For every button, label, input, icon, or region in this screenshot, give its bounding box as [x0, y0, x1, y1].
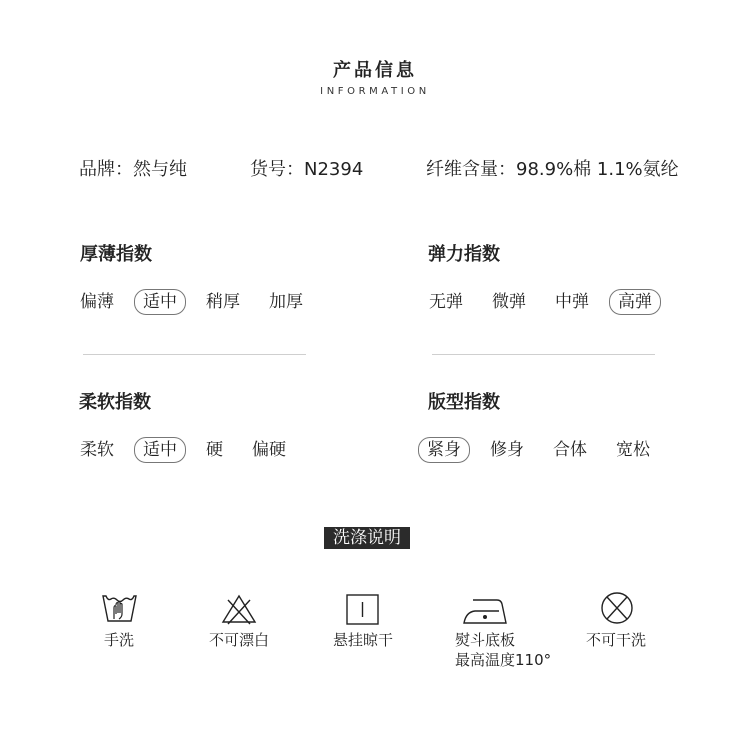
brand-info: 品牌：然与纯 — [79, 159, 187, 180]
fit-option: 合体 — [553, 440, 587, 460]
iron-label: 熨斗底板 — [455, 631, 516, 649]
softness-option: 柔软 — [80, 440, 114, 460]
softness-option: 适中 — [134, 437, 186, 463]
thickness-index-label: 厚薄指数 — [80, 244, 152, 265]
fit-option: 宽松 — [616, 440, 650, 460]
fiber-content-info: 纤维含量：98.9%棉 1.1%氨纶 — [426, 159, 679, 180]
elasticity-option: 高弹 — [609, 289, 661, 315]
fit-index-label: 版型指数 — [428, 392, 500, 413]
no-dry-clean-label: 不可干洗 — [586, 631, 647, 649]
fit-options — [426, 437, 670, 463]
hand-wash-icon — [100, 592, 138, 628]
iron-icon — [463, 594, 507, 630]
no-dry-clean-icon — [598, 592, 636, 628]
item-number-info: 货号：N2394 — [250, 159, 364, 180]
divider-left — [83, 354, 306, 355]
fit-option: 修身 — [490, 440, 524, 460]
divider-right — [432, 354, 655, 355]
fit-option: 紧身 — [418, 437, 470, 463]
thickness-options — [79, 289, 323, 315]
hang-dry-label: 悬挂晾干 — [333, 631, 394, 649]
wash-instructions-title: 洗涤说明 — [324, 527, 410, 549]
softness-option: 硬 — [206, 440, 223, 460]
softness-option: 偏硬 — [252, 440, 286, 460]
softness-options — [79, 437, 306, 463]
page-title: 产品信息 — [333, 60, 417, 81]
elasticity-index-label: 弹力指数 — [428, 244, 500, 265]
thickness-option: 适中 — [134, 289, 186, 315]
elasticity-options — [428, 289, 672, 315]
thickness-option: 偏薄 — [80, 292, 114, 312]
hand-wash-label: 手洗 — [104, 631, 135, 649]
elasticity-option: 中弹 — [555, 292, 589, 312]
hang-dry-icon — [344, 593, 382, 629]
thickness-option: 稍厚 — [206, 292, 240, 312]
elasticity-option: 微弹 — [492, 292, 526, 312]
iron-temperature-label: 最高温度110° — [455, 651, 552, 669]
softness-index-label: 柔软指数 — [79, 392, 151, 413]
elasticity-option: 无弹 — [429, 292, 463, 312]
page-subtitle: INFORMATION — [320, 86, 430, 97]
no-bleach-icon — [220, 593, 258, 629]
thickness-option: 加厚 — [269, 292, 303, 312]
no-bleach-label: 不可漂白 — [209, 631, 270, 649]
